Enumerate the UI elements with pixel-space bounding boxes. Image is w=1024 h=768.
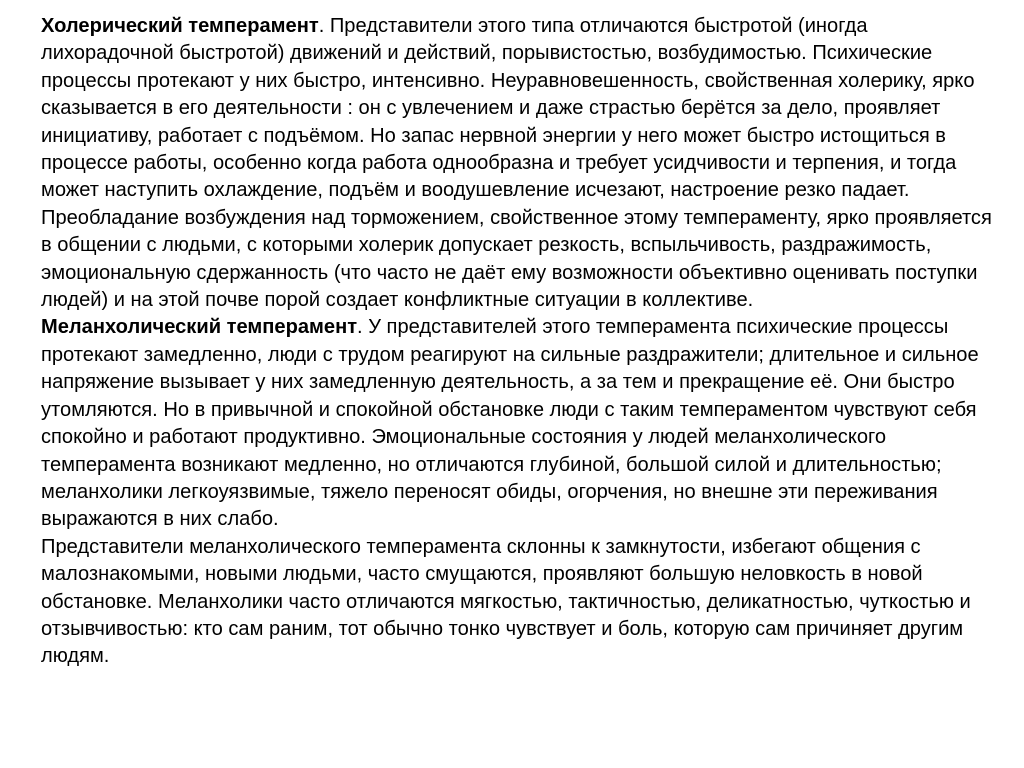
paragraph-melancholic xyxy=(41,314,1004,533)
text-choleric: . Представители этого типа отличаются быстротой (иногда лихорадочной быстротой) движений и действий, порывистостью, возбудимостью. Психические процессы протекают у них быстро, интенсивно. Неуравновешенность, свойственная холерику, ярко сказывается в его деятельности : он с увлечением и даже страстью берётся за дело, проявляет инициативу, работает с подъёмом. Но запас нервной энергии у него может быстро истощиться в процессе работы, особенно когда работа однообразна и требует усидчивости и терпения, и тогда может наступить охлаждение, подъём и воодушевление исчезают, настроение резко падает. Преобладание возбуждения над торможением, свойственное этому темпераменту, ярко проявляется в общении с людьми, с которыми холерик допускает резкость, вспыльчивость, раздражимость, эмоциональную сдержанность (что часто не даёт ему возможности объективно оценивать поступки людей) и на этой почве порой создает конфликтные ситуации в коллективе. xyxy=(41,15,992,312)
paragraph-choleric xyxy=(41,13,1004,314)
term-melancholic: Меланхолический темперамент xyxy=(41,316,358,339)
paragraph-melancholic-social xyxy=(41,534,1004,671)
text-melancholic: . У представителей этого темперамента психические процессы протекают замедленно, люди с трудом реагируют на сильные раздражители; длительное и сильное напряжение вызывает у них замедленную деятельность, а за тем и прекращение её. Они быстро утомляются. Но в привычной и спокойной обстановке люди с таким темпераментом чувствуют себя спокойно и работают продуктивно. Эмоциональные состояния у людей меланхолического темперамента возникают медленно, но отличаются глубиной, большой силой и длительностью; меланхолики легкоуязвимые, тяжело переносят обиды, огорчения, но внешне эти переживания выражаются в них слабо. xyxy=(41,316,979,531)
term-choleric: Холерический темперамент xyxy=(41,15,319,37)
text-melancholic-social: Представители меланхолического темперамента склонны к замкнутости, избегают общения с малознакомыми, новыми людьми, часто смущаются, проявляют большую неловкость в новой обстановке. Меланхолики часто отличаются мягкостью, тактичностью, деликатностью, чуткостью и отзывчивостью: кто сам раним, тот обычно тонко чувствует и боль, которую сам причиняет другим людям. xyxy=(41,535,971,668)
